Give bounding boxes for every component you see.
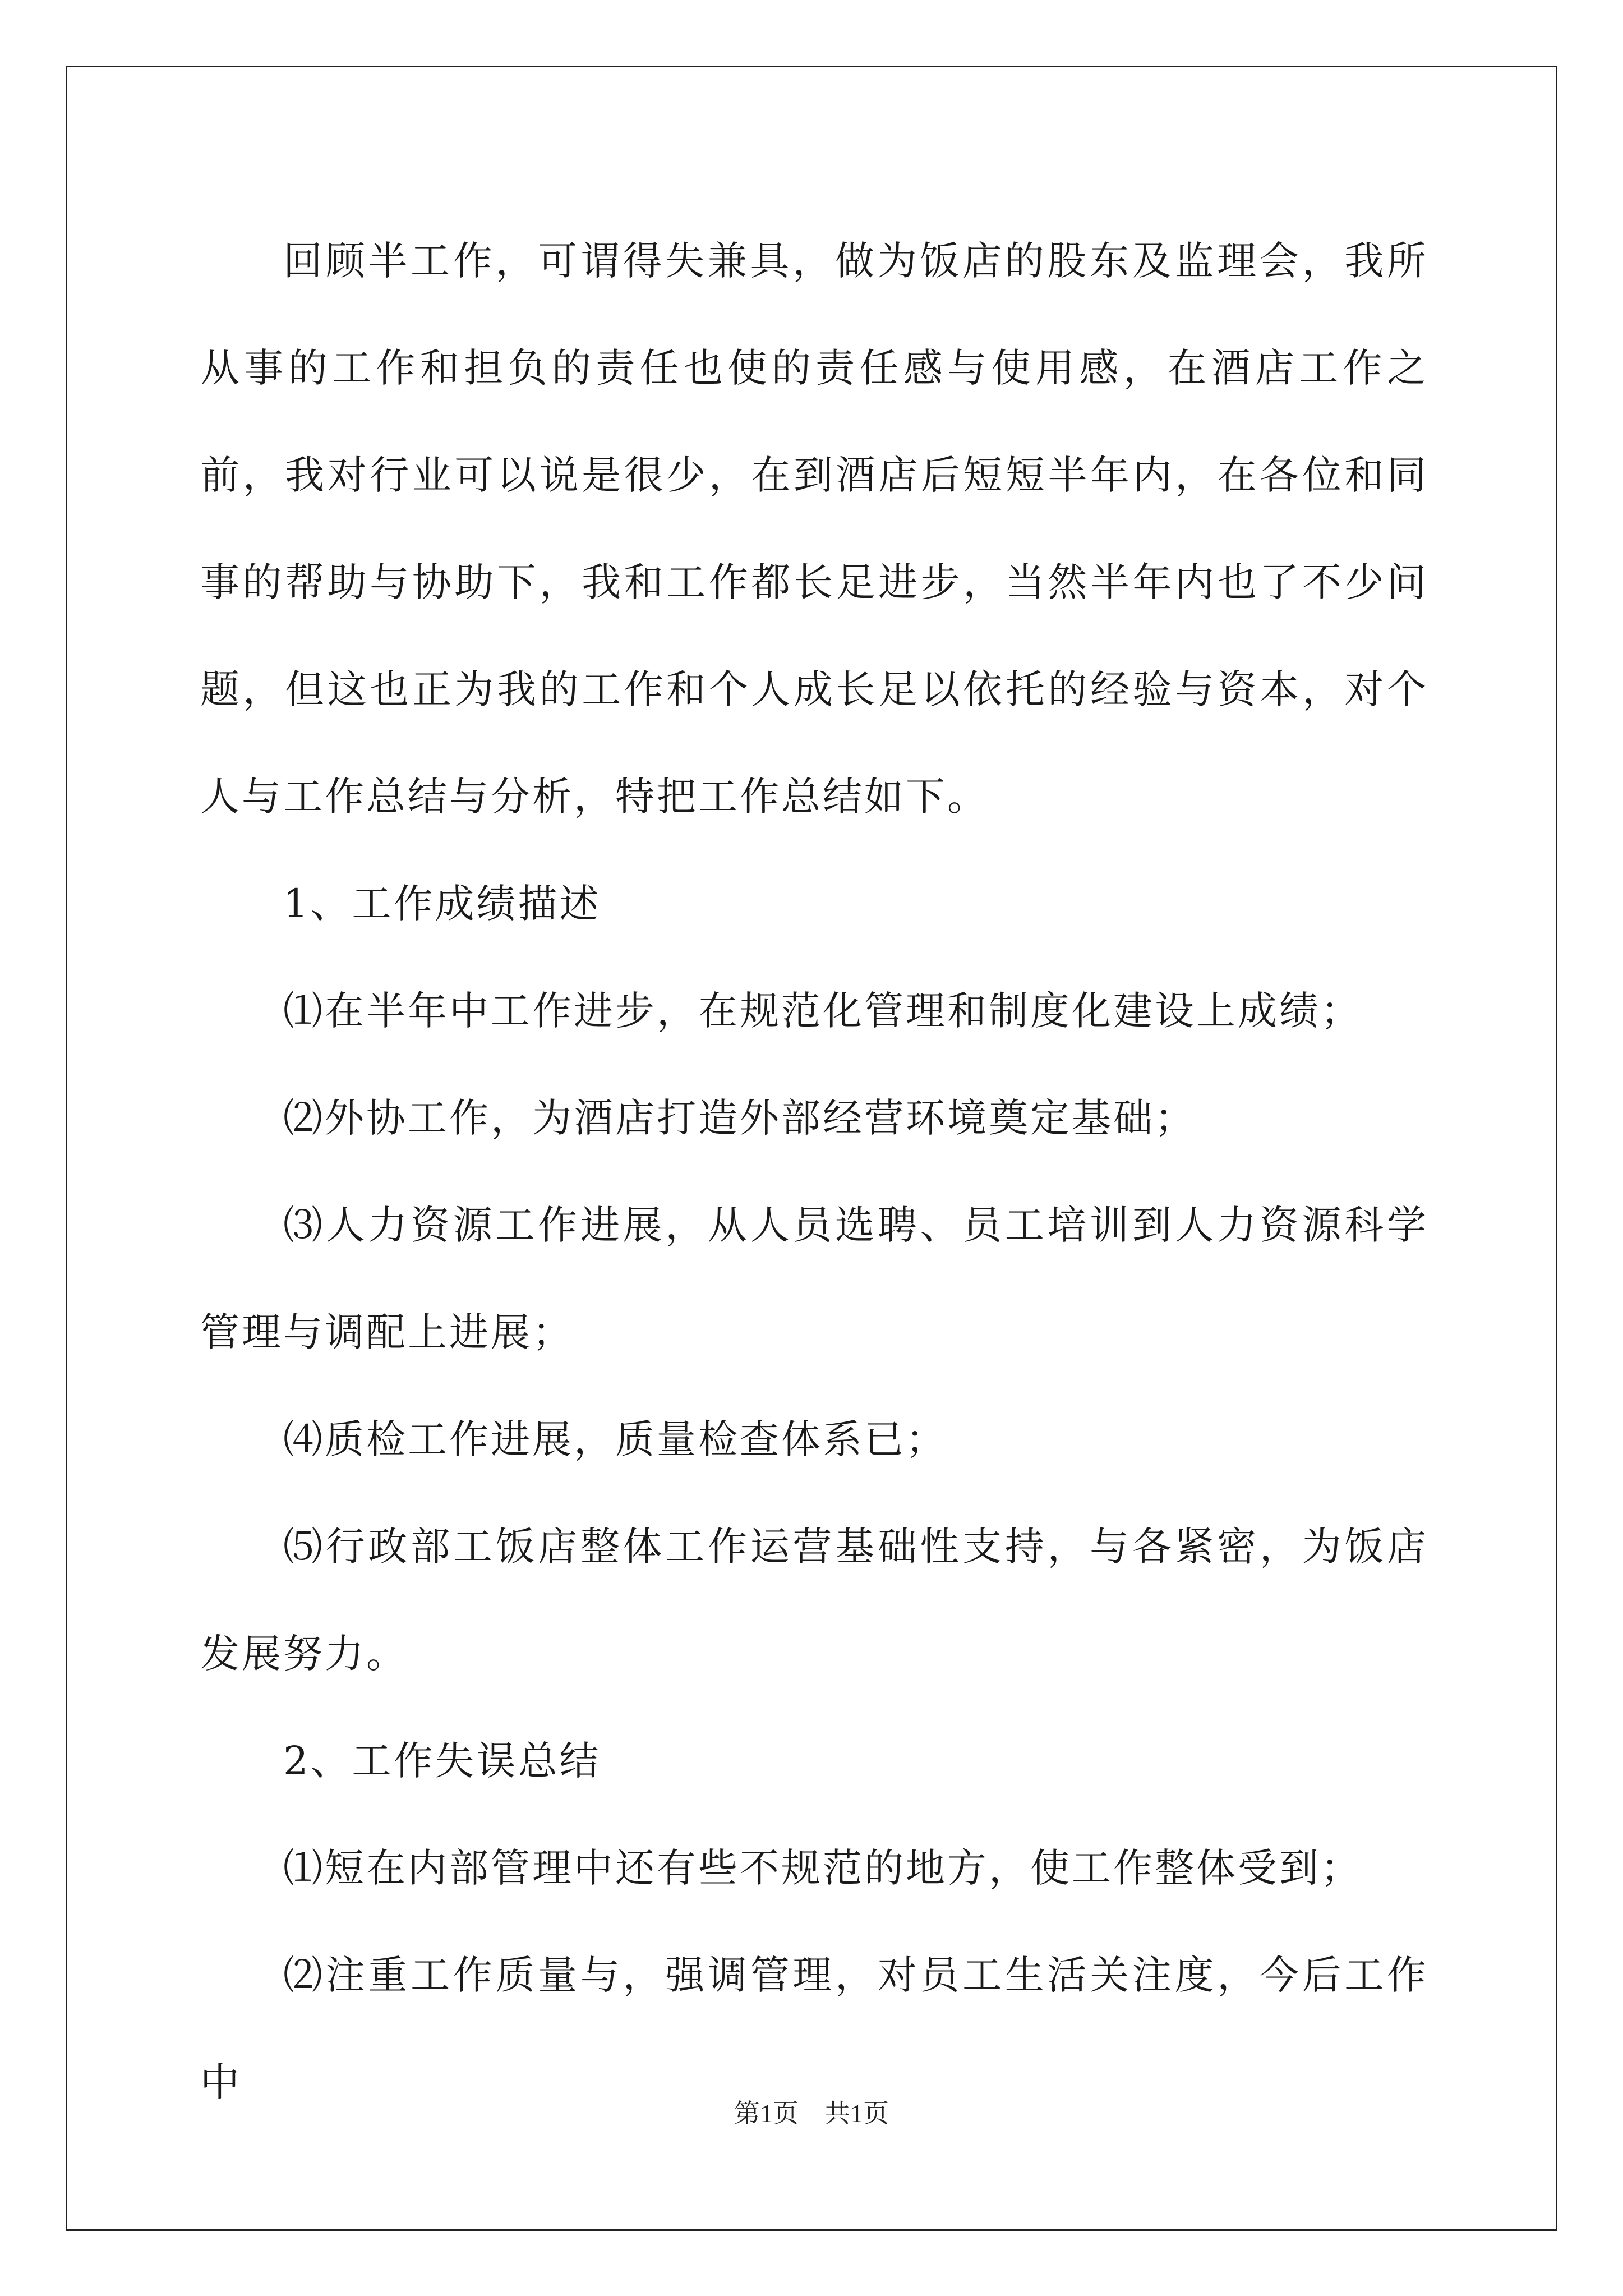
section-heading-achievements: 1、工作成绩描述 xyxy=(283,881,601,927)
list-item-achievement-3: ⑶人力资源工作进展，从人员选聘、员工培训到人力资源科学管理与调配上进展； xyxy=(200,1202,1428,1355)
section-heading-mistakes: 2、工作失误总结 xyxy=(283,1738,601,1784)
list-item-achievement-4: ⑷质检工作进展，质量检查体系已； xyxy=(283,1416,947,1462)
list-item-achievement-2: ⑵外协工作，为酒店打造外部经营环境奠定基础； xyxy=(283,1095,1196,1141)
page-number: 第1页 xyxy=(734,2099,799,2128)
document-body xyxy=(200,208,1428,2136)
paragraph-intro: 回顾半工作，可谓得失兼具，做为饭店的股东及监理会，我所从事的工作和担负的责任也使的责任感与使用感，在酒店工作之前，我对行业可以说是很少，在到酒店后短短半年内，在各位和同事的帮助与协助下，我和工作都长足进步，当然半年内也了不少问题，但这也正为我的工作和个人成长足以依托的经验与资本，对个人与工作总结与分析，特把工作总结如下。 xyxy=(200,238,1428,820)
page-total: 共1页 xyxy=(824,2099,889,2128)
list-item-mistake-2: ⑵注重工作质量与，强调管理，对员工生活关注度，今后工作中 xyxy=(200,1952,1428,2105)
page-footer xyxy=(0,2097,1623,2131)
list-item-mistake-1: ⑴短在内部管理中还有些不规范的地方，使工作整体受到； xyxy=(283,1845,1362,1891)
list-item-achievement-1: ⑴在半年中工作进步，在规范化管理和制度化建设上成绩； xyxy=(283,988,1362,1034)
list-item-achievement-5: ⑸行政部工饭店整体工作运营基础性支持，与各紧密，为饭店发展努力。 xyxy=(200,1524,1428,1677)
